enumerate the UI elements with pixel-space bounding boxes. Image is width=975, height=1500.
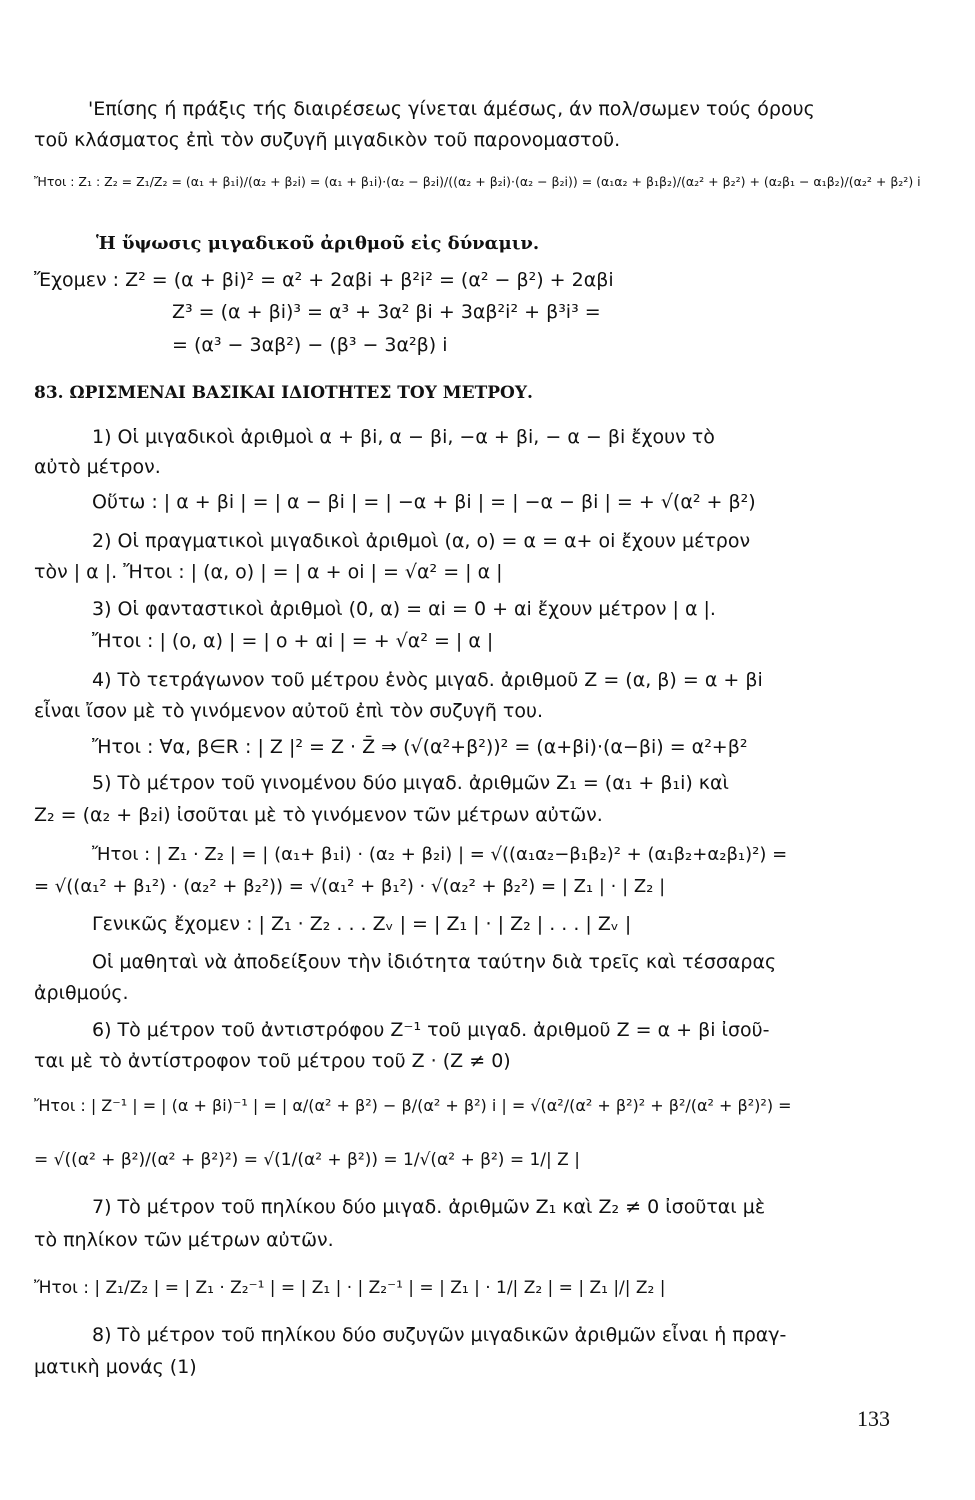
formula-line: Ἤτοι : | (ο, α) | = | ο + αi | = + √α² = | α | [92, 630, 494, 652]
text-line: ματικὴ μονάς (1) [34, 1356, 197, 1378]
formula-line: Ἤτοι : | Z₁/Z₂ | = | Z₁ · Z₂⁻¹ | = | Z₁ | · | Z₂⁻¹ | = | Z₁ | · 1/| Z₂ | = | Z₁ |/| Z₂ | [34, 1278, 666, 1298]
formula-line: Γενικῶς ἔχομεν : | Z₁ · Z₂ . . . Zᵥ | = | Z₁ | · | Z₂ | . . . | Zᵥ | [92, 913, 632, 935]
text-line: αὐτὸ μέτρον. [34, 456, 161, 478]
text-line: ἀριθμούς. [34, 982, 129, 1004]
text-line: 5) Τὸ μέτρον τοῦ γινομένου δύο μιγαδ. ἀριθμῶν Z₁ = (α₁ + β₁i) καὶ [92, 772, 729, 794]
text-line: 6) Τὸ μέτρον τοῦ ἀντιστρόφου Z⁻¹ τοῦ μιγαδ. ἀριθμοῦ Z = α + βi ἰσοῦ- [92, 1019, 770, 1041]
text-line: 2) Οἱ πραγματικοὶ μιγαδικοὶ ἀριθμοὶ (α, ο) = α = α+ οi ἔχουν μέτρον [92, 530, 751, 552]
formula-line: τὸν | α |. Ἤτοι : | (α, ο) | = | α + οi | = √α² = | α | [34, 561, 503, 583]
formula-line: Ἤτοι : ∀α, β∈R : | Z |² = Z · Z̄ ⇒ (√(α²+β²))² = (α+βi)·(α−βi) = α²+β² [92, 736, 748, 758]
text-line: Οἱ μαθηταὶ νὰ ἀποδείξουν τὴν ἰδιότητα ταύτην διὰ τρεῖς καὶ τέσσαρας [92, 951, 777, 973]
text-line: ται μὲ τὸ ἀντίστροφον τοῦ μέτρου τοῦ Z · (Z ≠ 0) [34, 1050, 511, 1072]
text-line: τοῦ κλάσματος ἐπὶ τὸν συζυγῆ μιγαδικὸν τοῦ παρονομαστοῦ. [34, 129, 621, 151]
text-line: 7) Τὸ μέτρον τοῦ πηλίκου δύο μιγαδ. ἀριθμῶν Z₁ καὶ Z₂ ≠ 0 ἰσοῦται μὲ [92, 1196, 766, 1218]
formula-cube-result: = (α³ − 3αβ²) − (β³ − 3α²β) i [172, 334, 448, 356]
formula-line: Οὕτω : | α + βi | = | α − βi | = | −α + βi | = | −α − βi | = + √(α² + β²) [92, 491, 756, 513]
formula-line: Ἤτοι : | Z⁻¹ | = | (α + βi)⁻¹ | = | α/(α² + β²) − β/(α² + β²) i | = √(α²/(α² + β²)² + β²/(α² + β²)²) = [34, 1096, 792, 1115]
formula-line: = √((α₁² + β₁²) · (α₂² + β₂²)) = √(α₁² + β₁²) · √(α₂² + β₂²) = | Z₁ | · | Z₂ | [34, 876, 666, 897]
formula-line: = √((α² + β²)/(α² + β²)²) = √(1/(α² + β²)) = 1/√(α² + β²) = 1/| Z | [34, 1150, 580, 1170]
formula-division: Ἤτοι : Z₁ : Z₂ = Z₁/Z₂ = (α₁ + β₁i)/(α₂ + β₂i) = (α₁ + β₁i)·(α₂ − β₂i)/((α₂ + β₂i)·(α₂ − β₂i)) = (α₁α₂ + β₁β₂)/(α₂² + β₂²) + (α₂β₁ − α₁β₂)/(α₂² + β₂²) i [34, 174, 921, 189]
text-line: τὸ πηλίκον τῶν μέτρων αὐτῶν. [34, 1229, 334, 1251]
text-line: εἶναι ἴσον μὲ τὸ γινόμενον αὐτοῦ ἐπὶ τὸν συζυγῆ του. [34, 700, 544, 722]
text-line: 'Επίσης ή πράξις τής διαιρέσεως γίνεται άμέσως, άν πολ/σωμεν τούς όρους [88, 98, 815, 120]
text-line: 1) Οἱ μιγαδικοὶ ἀριθμοὶ α + βi, α − βi, −α + βi, − α − βi ἔχουν τὸ [92, 426, 715, 448]
formula-square: Ἔχομεν : Z² = (α + βi)² = α² + 2αβi + β²i² = (α² − β²) + 2αβi [34, 269, 614, 291]
text-line: 8) Τὸ μέτρον τοῦ πηλίκου δύο συζυγῶν μιγαδικῶν ἀριθμῶν εἶναι ἡ πραγ- [92, 1324, 787, 1346]
subheading: Ἡ ὕψωσις μιγαδικοῦ ἀριθμοῦ εἰς δύναμιν. [96, 233, 540, 254]
formula-cube: Z³ = (α + βi)³ = α³ + 3α² βi + 3αβ²i² + β³i³ = [172, 301, 601, 323]
text-line: 3) Οἱ φανταστικοὶ ἀριθμοὶ (0, α) = αi = 0 + αi ἔχουν μέτρον | α |. [92, 598, 716, 620]
section-title: 83. ΩΡΙΣΜΕΝΑΙ ΒΑΣΙΚΑΙ ΙΔΙΟΤΗΤΕΣ ΤΟΥ ΜΕΤΡΟΥ. [34, 383, 533, 403]
text-line: Z₂ = (α₂ + β₂i) ἰσοῦται μὲ τὸ γινόμενον τῶν μέτρων αὐτῶν. [34, 804, 603, 826]
text-line: 4) Τὸ τετράγωνον τοῦ μέτρου ἑνὸς μιγαδ. ἀριθμοῦ Z = (α, β) = α + βi [92, 669, 763, 691]
page-number: 133 [857, 1406, 890, 1431]
formula-line: Ἤτοι : | Z₁ · Z₂ | = | (α₁+ β₁i) · (α₂ + β₂i) | = √((α₁α₂−β₁β₂)² + (α₁β₂+α₂β₁)²) = [92, 844, 788, 865]
